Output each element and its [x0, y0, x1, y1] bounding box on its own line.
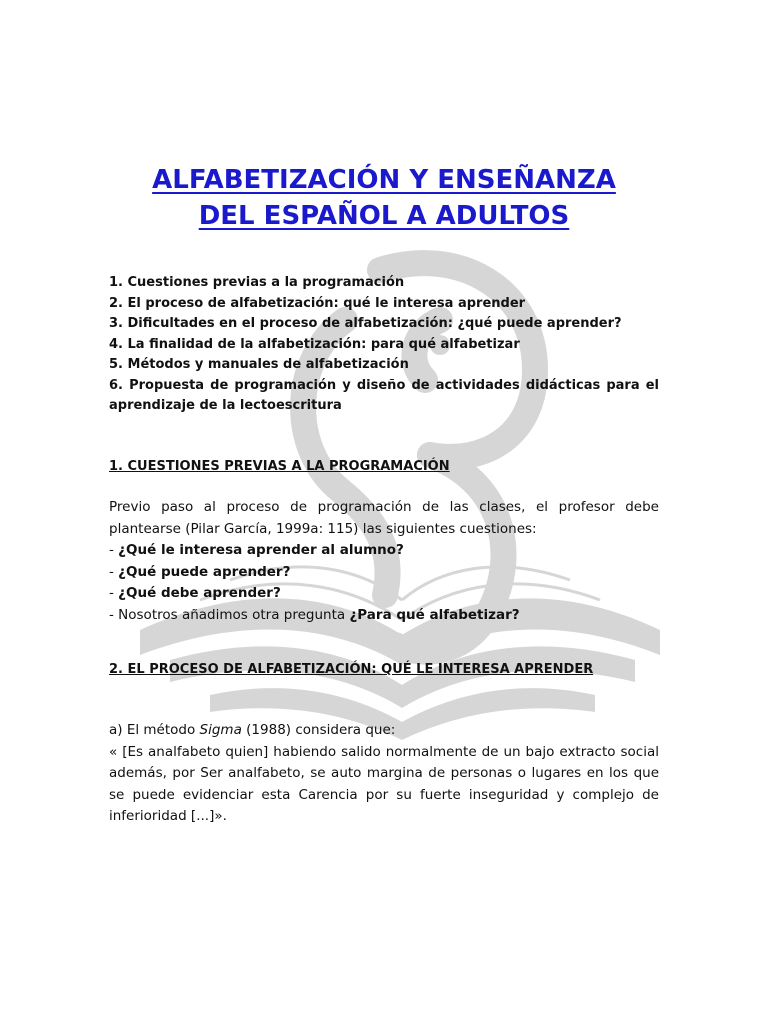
toc-item-4: 4. La finalidad de la alfabetización: para qué alfabetizar: [109, 336, 520, 352]
section-2-heading: 2. EL PROCESO DE ALFABETIZACIÓN: QUÉ LE INTERESA APRENDER: [109, 662, 594, 677]
toc-item-1: 1. Cuestiones previas a la programación: [109, 275, 405, 290]
method-intro: [109, 720, 659, 742]
document-title-line-2: DEL ESPAÑOL A ADULTOS: [198, 201, 570, 231]
question-text: ¿Qué puede aprender?: [118, 563, 291, 580]
question-bullet: -: [109, 563, 119, 580]
question-text: ¿Qué le interesa aprender al alumno?: [118, 542, 404, 558]
method-name: Sigma: [199, 722, 242, 738]
section-2-body: [109, 720, 659, 828]
document-title-line-1: ALFABETIZACIÓN Y ENSEÑANZA: [152, 165, 616, 195]
method-intro-prefix: a) El método: [109, 722, 200, 738]
question-item-added: [109, 605, 659, 627]
question-item: [109, 562, 659, 584]
question-bullet: -: [109, 585, 119, 601]
table-of-contents: [109, 273, 659, 417]
added-question-text: ¿Para qué alfabetizar?: [349, 606, 520, 623]
toc-item-2: 2. El proceso de alfabetización: qué le interesa aprender: [109, 295, 526, 311]
section-1-heading: 1. CUESTIONES PREVIAS A LA PROGRAMACIÓN: [109, 459, 450, 474]
question-item: [109, 540, 659, 562]
toc-item-6: 6. Propuesta de programación y diseño de actividades didácticas para el aprendizaje de la lectoescritura: [109, 377, 659, 413]
method-intro-suffix: (1988) considera que:: [241, 722, 396, 738]
section-1-body: [109, 497, 659, 626]
question-item: [109, 583, 659, 605]
question-text: ¿Qué debe aprender?: [118, 585, 281, 601]
toc-item-3: 3. Dificultades en el proceso de alfabetización: ¿qué puede aprender?: [109, 316, 622, 331]
toc-item-5: 5. Métodos y manuales de alfabetización: [109, 357, 409, 372]
section-1-intro: Previo paso al proceso de programación de las clases, el profesor debe plantearse (Pilar García, 1999a: 115) las siguientes cuestiones:: [109, 499, 659, 537]
method-quote: « [Es analfabeto quien] habiendo salido normalmente de un bajo extracto social además, por Ser analfabeto, se auto margina de personas o lugares en los que se puede evidenciar esta Carencia por su fuerte inseguridad y complejo de inferioridad [...]».: [109, 743, 659, 824]
added-question-lead: - Nosotros añadimos otra pregunta: [109, 606, 350, 623]
question-bullet: -: [109, 542, 119, 558]
